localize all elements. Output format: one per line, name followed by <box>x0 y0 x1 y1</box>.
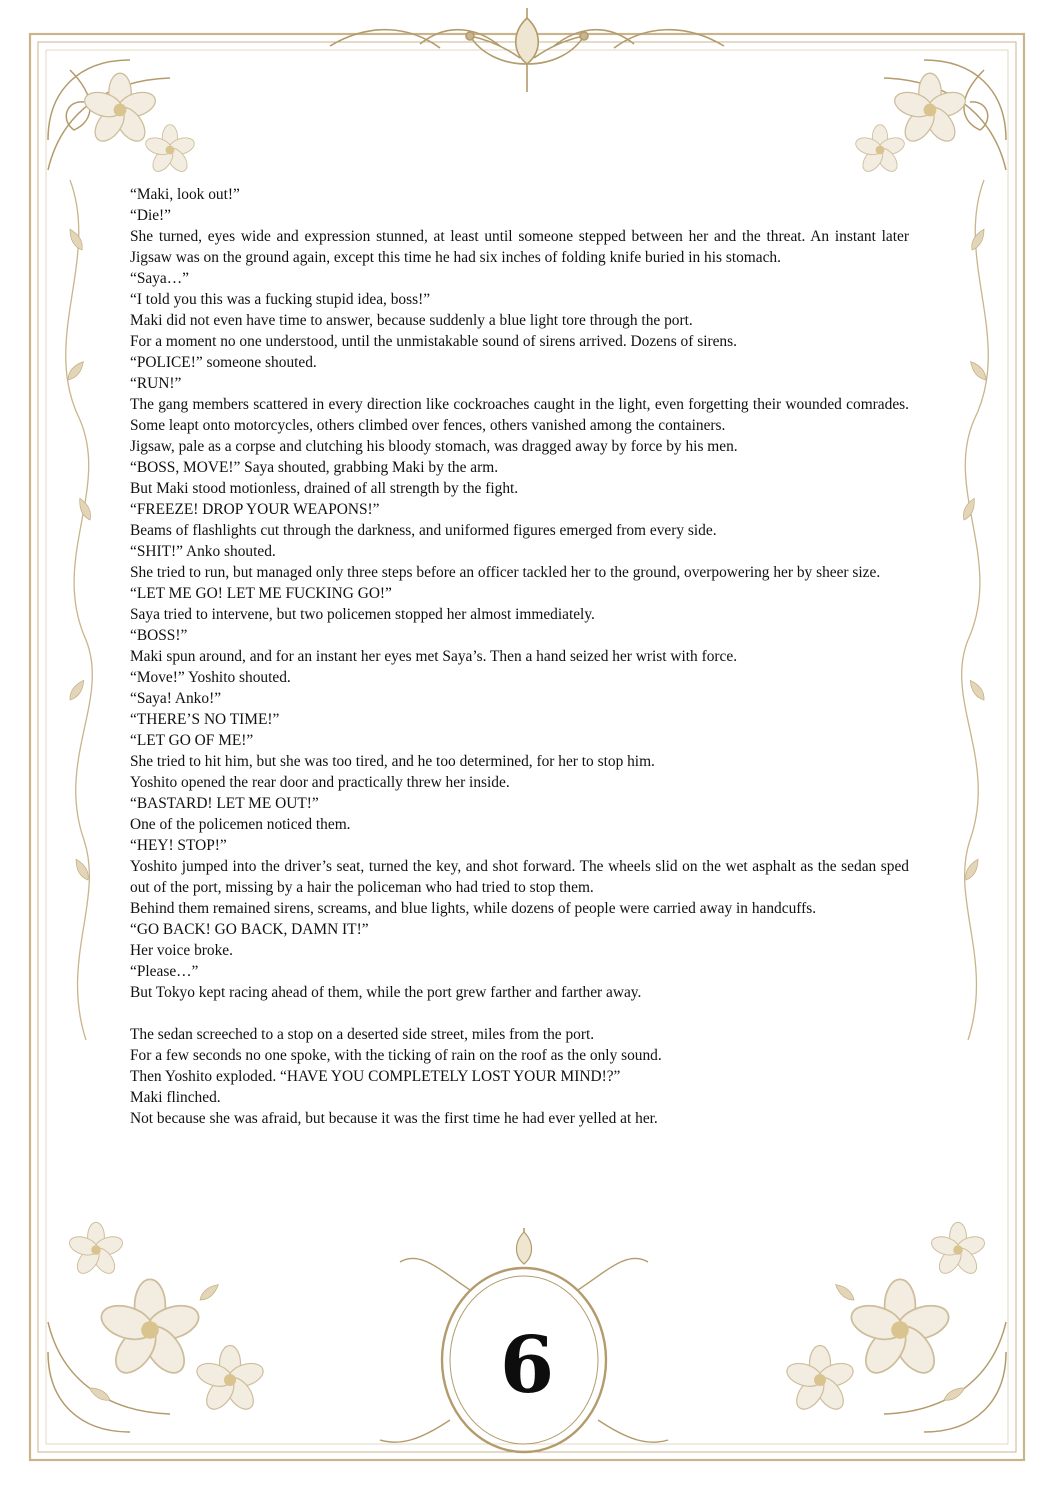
paragraph: “BOSS, MOVE!” Saya shouted, grabbing Maki by the arm. <box>130 459 499 476</box>
paragraph: But Maki stood motionless, drained of all strength by the fight. <box>130 480 519 497</box>
paragraph: She tried to hit him, but she was too tired, and he too determined, for her to stop him. <box>130 753 655 770</box>
paragraph: “RUN!” <box>130 375 182 392</box>
paragraph: Maki flinched. <box>130 1089 221 1106</box>
paragraph: Yoshito opened the rear door and practically threw her inside. <box>130 774 510 791</box>
paragraph: “SHIT!” Anko shouted. <box>130 543 276 560</box>
paragraph: “Move!” Yoshito shouted. <box>130 669 291 686</box>
paragraph: Her voice broke. <box>130 942 233 959</box>
paragraph: “BASTARD! LET ME OUT!” <box>130 795 319 812</box>
paragraph: Beams of flashlights cut through the darkness, and uniformed figures emerged from every side. <box>130 522 717 539</box>
paragraph: For a moment no one understood, until the unmistakable sound of sirens arrived. Dozens of sirens. <box>130 333 737 350</box>
paragraph: The gang members scattered in every direction like cockroaches caught in the light, even forgetting their wounded comrades. Some leapt onto motorcycles, others climbed over fences, others vanished among the containers. <box>130 396 909 434</box>
paragraph: “LET ME GO! LET ME FUCKING GO!” <box>130 585 392 602</box>
paragraph: One of the policemen noticed them. <box>130 816 351 833</box>
paragraph: “Saya! Anko!” <box>130 690 222 707</box>
paragraph: Saya tried to intervene, but two policemen stopped her almost immediately. <box>130 606 595 623</box>
paragraph: Behind them remained sirens, screams, and blue lights, while dozens of people were carried away in handcuffs. <box>130 900 817 917</box>
paragraph: For a few seconds no one spoke, with the ticking of rain on the roof as the only sound. <box>130 1047 662 1064</box>
paragraph: “Saya…” <box>130 270 189 287</box>
paragraph: “HEY! STOP!” <box>130 837 227 854</box>
paragraph: Not because she was afraid, but because it was the first time he had ever yelled at her. <box>130 1110 658 1127</box>
paragraph: “POLICE!” someone shouted. <box>130 354 317 371</box>
paragraph: Maki spun around, and for an instant her eyes met Saya’s. Then a hand seized her wrist with force. <box>130 648 738 665</box>
paragraph: “Die!” <box>130 207 172 224</box>
paragraph: Maki did not even have time to answer, because suddenly a blue light tore through the port. <box>130 312 693 329</box>
chapter-text <box>130 184 909 1129</box>
paragraph: “Please…” <box>130 963 199 980</box>
paragraph: “FREEZE! DROP YOUR WEAPONS!” <box>130 501 380 518</box>
paragraph: “THERE’S NO TIME!” <box>130 711 280 728</box>
paragraph: The sedan screeched to a stop on a deserted side street, miles from the port. <box>130 1026 595 1043</box>
paragraph: Then Yoshito exploded. “HAVE YOU COMPLETELY LOST YOUR MIND!?” <box>130 1068 621 1085</box>
paragraph: She turned, eyes wide and expression stunned, at least until someone stepped between her and the threat. An instant later Jigsaw was on the ground again, except this time he had six inches of folding knife buried in his stomach. <box>130 228 909 266</box>
paragraph: She tried to run, but managed only three steps before an officer tackled her to the ground, overpowering her by sheer size. <box>130 564 881 581</box>
page-number: 6 <box>499 1320 555 1411</box>
paragraph: Jigsaw, pale as a corpse and clutching his bloody stomach, was dragged away by force by his men. <box>130 438 738 455</box>
paragraph: “LET GO OF ME!” <box>130 732 254 749</box>
paragraph: But Tokyo kept racing ahead of them, while the port grew farther and farther away. <box>130 984 642 1001</box>
paragraph: “BOSS!” <box>130 627 188 644</box>
paragraph: Yoshito jumped into the driver’s seat, turned the key, and shot forward. The wheels slid on the wet asphalt as the sedan sped out of the port, missing by a hair the policeman who had tried to stop them. <box>130 858 909 896</box>
paragraph: “I told you this was a fucking stupid idea, boss!” <box>130 291 431 308</box>
paragraph: “Maki, look out!” <box>130 186 240 203</box>
paragraph: “GO BACK! GO BACK, DAMN IT!” <box>130 921 369 938</box>
